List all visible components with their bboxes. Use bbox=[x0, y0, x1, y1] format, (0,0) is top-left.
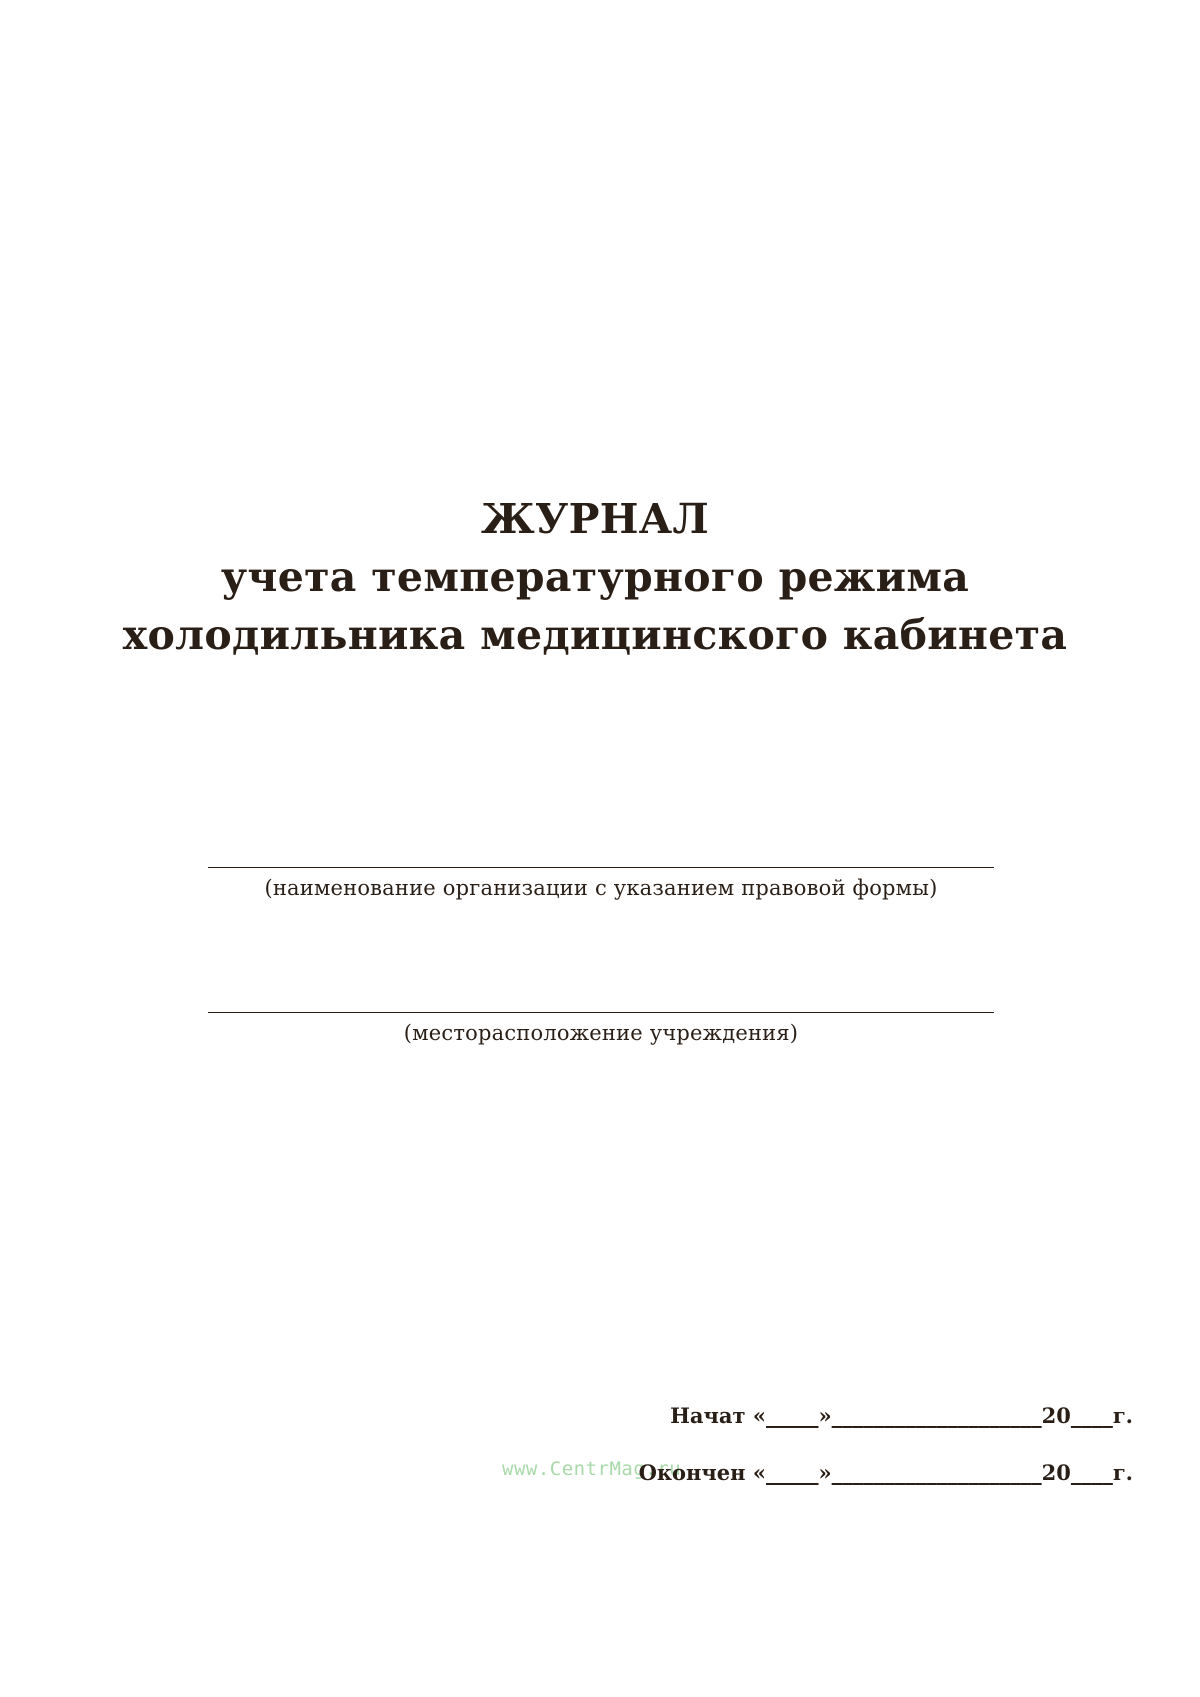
location-blank-line bbox=[208, 1012, 994, 1013]
end-date-line: Окончен «_____»____________________20____г. bbox=[638, 1460, 1133, 1485]
watermark: www.CentrMag.ru bbox=[502, 1458, 682, 1480]
location-field bbox=[208, 1012, 994, 1045]
title-line-object: холодильника медицинского кабинета bbox=[122, 611, 1068, 659]
title-line-journal: ЖУРНАЛ bbox=[480, 495, 710, 543]
document-title bbox=[0, 490, 1190, 664]
organization-blank-line bbox=[208, 867, 994, 868]
organization-caption: (наименование организации с указанием правовой формы) bbox=[264, 876, 938, 900]
organization-field bbox=[208, 867, 994, 900]
title-line-subject: учета температурного режима bbox=[220, 553, 970, 601]
location-caption: (месторасположение учреждения) bbox=[403, 1021, 799, 1045]
start-date-line: Начат «_____»____________________20____г. bbox=[670, 1403, 1133, 1428]
